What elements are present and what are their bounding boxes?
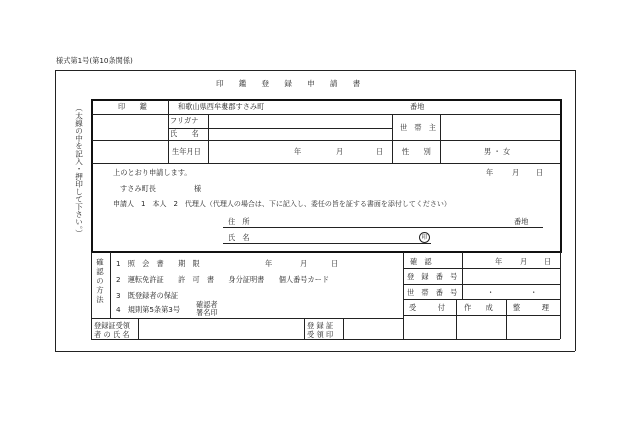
main-box-right (560, 99, 562, 253)
verification-item-3: 3 既登録者の保証 (116, 291, 179, 300)
application-statement: 上のとおり申請します。 (113, 168, 192, 177)
kakunin-label: 確 認 (410, 257, 432, 266)
addressee-honorific: 様 (194, 184, 202, 193)
applicant-name-label: 氏 名 (228, 233, 250, 242)
applicant-name-line (223, 243, 431, 244)
received-label: 受 付 (409, 303, 445, 312)
main-box-left (91, 99, 93, 253)
kakunin-day: 日 (544, 257, 552, 266)
outer-frame-right (575, 70, 576, 351)
confirmer-label: 確認者 署名印 (196, 300, 218, 317)
gender-value: 男 ・ 女 (484, 147, 511, 156)
applicant-address-line (223, 227, 543, 228)
office-row-line-4 (404, 315, 560, 316)
furigana-label: フリガナ (170, 116, 199, 125)
main-box-top (91, 99, 562, 101)
row-line-3 (92, 163, 560, 164)
office-row-line-2 (404, 284, 560, 285)
form-number-label: 様式第1号(第10条関係) (56, 56, 133, 65)
outer-frame-left (55, 70, 56, 351)
main-box-bottom (91, 251, 562, 253)
cert-receipt-seal-label: 登 録 証 受 領 印 (307, 321, 334, 339)
verification-item-1-year: 年 (265, 259, 273, 268)
office-row-line-3 (404, 299, 560, 300)
cert-recipient-label: 登録証受領 者 の 氏 名 (94, 321, 130, 339)
name-label: 氏 名 (170, 129, 199, 138)
application-year: 年 (486, 168, 494, 177)
form-title: 印 鑑 登 録 申 請 書 (216, 79, 361, 88)
side-note: （太線の中を記入・押印して下さい。） (74, 104, 84, 237)
verification-left (91, 252, 92, 339)
office-stamp-divider-1 (456, 299, 457, 339)
created-label: 作 成 (464, 303, 493, 312)
verification-bottom (91, 339, 403, 340)
householder-label: 世 帯 主 (400, 123, 436, 132)
address-prefix: 和歌山県西牟婁郡すさみ町 (178, 102, 265, 111)
recipient-seal-divider-left (304, 318, 305, 339)
applicant-line: 申請人 1 本人 2 代理人（代理人の場合は、下に記入し、委任の旨を証する書面を添付してください） (113, 200, 451, 208)
row-line-1 (92, 114, 560, 115)
seal-label: 印 鑑 (118, 102, 147, 111)
verification-right (403, 252, 404, 339)
office-bottom (403, 339, 560, 340)
applicant-banchi: 番地 (514, 217, 529, 226)
verification-item-2: 2 運転免許証 許 可 書 身分証明書 個人番号カード (116, 275, 330, 284)
office-label-divider (462, 252, 463, 300)
recipient-label-divider (138, 318, 139, 339)
outer-frame-bottom (55, 351, 575, 352)
recipient-seal-divider-right (343, 318, 344, 339)
outer-frame-top (55, 70, 575, 71)
kakunin-month: 月 (520, 257, 528, 266)
verification-item-1: 1 照 会 書 期 限 (116, 259, 200, 268)
dob-month: 月 (336, 147, 344, 156)
verification-side-divider (110, 252, 111, 318)
dob-day: 日 (376, 147, 384, 156)
office-right (560, 252, 561, 339)
verification-side-label: 確認の方法 (95, 258, 105, 305)
addressee: すさみ町長 (120, 184, 156, 193)
col-line-right-label (392, 115, 393, 163)
col-line-label (208, 115, 209, 163)
household-number-value: ・ ・ (487, 288, 538, 297)
address-banchi: 番地 (410, 102, 425, 111)
seal-mark: 印 (419, 232, 430, 243)
verification-item-4: 4 規則第5条第3号 (116, 305, 181, 314)
verification-item-1-month: 月 (300, 259, 308, 268)
col-line-right-value (440, 115, 441, 163)
verification-item-1-day: 日 (331, 259, 339, 268)
office-stamp-divider-2 (506, 299, 507, 339)
col-line-seal (168, 100, 169, 163)
office-row-line-1 (404, 268, 560, 269)
arranged-label: 整 理 (513, 303, 549, 312)
dob-year: 年 (294, 147, 302, 156)
kakunin-year: 年 (495, 257, 503, 266)
gender-label: 性 別 (402, 147, 431, 156)
application-month: 月 (512, 168, 520, 177)
row-line-2 (92, 140, 560, 141)
application-day: 日 (536, 168, 544, 177)
dob-label: 生年月日 (172, 147, 201, 156)
applicant-address-label: 住 所 (228, 217, 250, 226)
household-number-label: 世 帯 番 号 (407, 288, 458, 297)
furigana-divider (168, 128, 392, 129)
reg-number-label: 登 録 番 号 (407, 272, 458, 281)
